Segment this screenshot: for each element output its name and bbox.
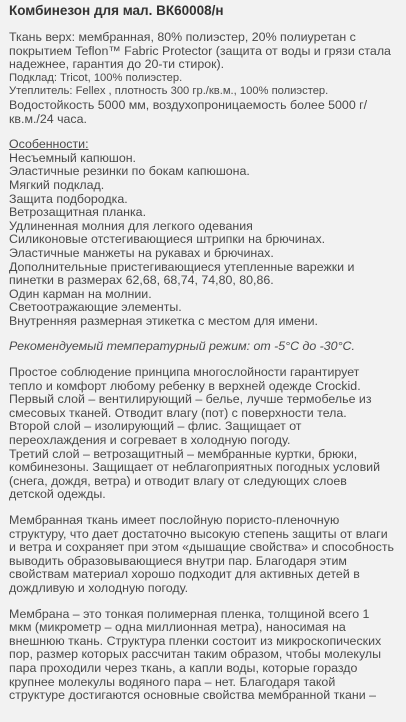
feature-item: Несъемный капюшон. <box>9 150 137 165</box>
product-title: Комбинезон для мал. ВК60008/н <box>9 3 224 18</box>
feature-item: Эластичные резинки по бокам капюшона. <box>9 164 250 179</box>
feature-item: Эластичные манжеты на рукавах и брючинах. <box>9 245 274 260</box>
membrane-fabric-line: Мембранная ткань имеет послойную пористо-пленочную <box>9 513 340 527</box>
membrane-section <box>9 608 398 703</box>
layers-line: Первый слой – вентилирующий – белье, лучше термобелье из <box>9 392 372 407</box>
membrane-fabric-line: дождливую и холодную погоду. <box>9 580 189 595</box>
layers-section <box>9 366 398 502</box>
membrane-line: пор, размер которых рассчитан таким образом, чтобы молекулы <box>9 647 382 662</box>
membrane-fabric-line: и ветра и сохраняет при этом «дышащие свойства» и способность <box>9 540 395 555</box>
features-section <box>9 138 398 328</box>
feature-item: Внутренняя размерная этикетка с местом для имени. <box>9 313 318 328</box>
waterproof-line: Водостойкость 5000 мм, воздухопроницаемость более 5000 г/ <box>9 97 368 112</box>
feature-item: Светоотражающие элементы. <box>9 300 182 315</box>
feature-item: Дополнительные пристегивающиеся утепленные варежки и <box>9 259 355 274</box>
layers-line: (снега, дождя, ветра) и отводит влагу от следующих слоев <box>9 473 347 488</box>
layers-line: Третий слой – ветрозащитный – мембранные куртки, брюки, <box>9 446 358 461</box>
membrane-line: крупнее молекулы водяного пара – нет. Благодаря такой <box>9 674 336 689</box>
feature-item: пинетки в размерах 62,68, 68,74, 74,80, 80,86. <box>9 273 274 288</box>
fabric-line: надежнее, гарантия до 20-ти стирок). <box>9 57 225 72</box>
features-heading: Особенности: <box>9 137 89 152</box>
feature-item: Силиконовые отстегивающиеся штрипки на брючинах. <box>9 232 326 247</box>
membrane-line: Мембрана – это тонкая полимерная пленка, толщиной всего 1 <box>9 606 370 621</box>
layers-line: Простое соблюдение принципа многослойности гарантирует <box>9 365 360 380</box>
membrane-fabric-line: структуру, что дает достаточно высокую степень защиты от влаги <box>9 526 388 541</box>
lining-line: Подклад: Tricot, 100% полиэстер. <box>9 71 183 84</box>
feature-item: Удлиненная молния для легкого одевания <box>9 218 253 233</box>
membrane-line: внешнюю ткань. Структура пленки состоит из микроскопических <box>9 633 382 648</box>
membrane-line: структуре достигаются основные свойства мембранной ткани – <box>9 688 376 703</box>
layers-line: тепло и комфорт любому ребенку в верхней одежде Crockid. <box>9 378 361 393</box>
layers-line: Второй слой – изолирующий – флис. Защищает от <box>9 419 302 434</box>
layers-line: смесовых тканей. Отводит влагу (пот) с поверхности тела. <box>9 405 347 420</box>
feature-item: Мягкий подклад. <box>9 177 105 192</box>
feature-item: Защита подбородка. <box>9 191 128 206</box>
layers-line: детской одежды. <box>9 487 106 502</box>
layers-line: переохлаждения и согревает в холодную погоду. <box>9 433 291 448</box>
fabric-line: Ткань верх: мембранная, 80% полиэстер, 20% полиуретан с <box>9 30 356 44</box>
membrane-fabric-line: выводить образовывающиеся внутри пар. Благодаря этим <box>9 553 347 568</box>
temperature-section <box>9 340 398 354</box>
layers-line: комбинезоны. Защищает от неблагоприятных погодных условий <box>9 460 380 475</box>
feature-item: Ветрозащитная планка. <box>9 205 147 220</box>
membrane-fabric-section <box>9 514 398 596</box>
waterproof-line: кв.м./24 часа. <box>9 111 87 126</box>
membrane-fabric-line: свойствам материал хорошо подходит для активных детей в <box>9 567 360 582</box>
fabric-section <box>9 31 398 126</box>
feature-item: Один карман на молнии. <box>9 286 152 301</box>
insulation-line: Утеплитель: Fellex , плотность 300 гр./кв.м., 100% полиэстер. <box>9 85 329 98</box>
membrane-line: пара проходили через ткань, а капли воды, которые гораздо <box>9 660 358 675</box>
membrane-line: мкм (микрометр – одна миллионная метра), наносимая на <box>9 620 346 635</box>
temperature-mode: Рекомендуемый температурный режим: от -5°С до -30°С. <box>9 339 355 354</box>
fabric-line: покрытием Teflon™ Fabric Protector (защита от воды и грязи стала <box>9 43 391 58</box>
